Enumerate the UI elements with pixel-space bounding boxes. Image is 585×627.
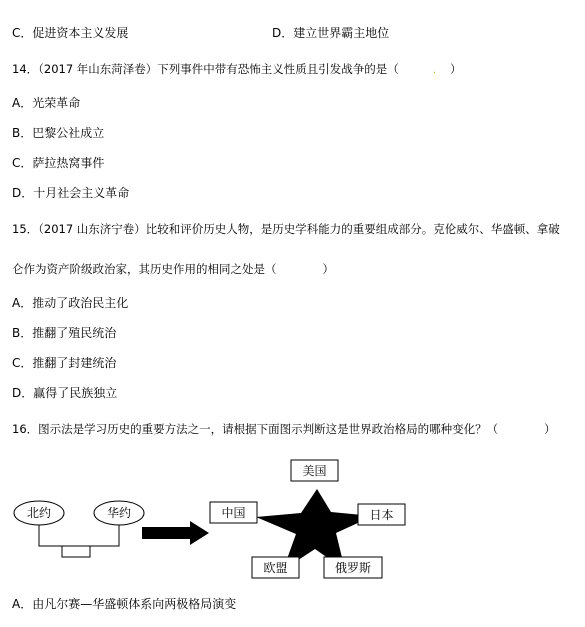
warsaw-label: 华约 xyxy=(106,506,132,520)
q15-option-d: D．赢得了民族独立 xyxy=(12,386,118,400)
question-15-stem-line1: 15．（2017 山东济宁卷）比较和评价历史人物，是历史学科能力的重要组成部分。克伦威尔、华盛顿、拿破 xyxy=(12,222,560,236)
q15-option-c: C．推翻了封建统治 xyxy=(12,356,117,370)
option-d-prev: D．建立世界霸主地位 xyxy=(272,26,390,40)
china-label: 中国 xyxy=(221,506,246,520)
eu-label: 欧盟 xyxy=(263,561,288,575)
q14-option-a: A．光荣革命 xyxy=(12,96,81,110)
world-pattern-diagram xyxy=(0,450,585,590)
question-14-stem xyxy=(12,61,462,79)
bipolar-connector xyxy=(39,525,119,546)
nato-label: 北约 xyxy=(26,506,52,520)
q14-option-c: C．萨拉热窝事件 xyxy=(12,156,105,170)
q16-option-a: A．由凡尔赛—华盛顿体系向两极格局演变 xyxy=(12,597,237,611)
russia-label: 俄罗斯 xyxy=(334,561,372,575)
option-c-prev: C．促进资本主义发展 xyxy=(12,26,129,40)
q15-option-a: A．推动了政治民主化 xyxy=(12,296,129,310)
question-14-text: 14．（2017 年山东菏泽卷）下列事件中带有恐怖主义性质且引发战争的是（ xyxy=(12,62,399,76)
question-14-close: ） xyxy=(450,62,462,76)
question-16-stem: 16．图示法是学习历史的重要方法之一，请根据下面图示判断这是世界政治格局的哪种变化？（ ） xyxy=(12,422,556,436)
japan-label: 日本 xyxy=(369,508,394,522)
question-14-mark: . xyxy=(432,65,436,76)
bipolar-center-box xyxy=(62,546,90,557)
q14-option-d: D．十月社会主义革命 xyxy=(12,186,130,200)
arrow-icon xyxy=(142,521,209,545)
question-15-stem-line2: 仑作为资产阶级政治家，其历史作用的相同之处是（ ） xyxy=(12,262,334,276)
q15-option-b: B．推翻了殖民统治 xyxy=(12,326,117,340)
q14-option-b: B．巴黎公社成立 xyxy=(12,126,105,140)
usa-label: 美国 xyxy=(302,464,327,478)
